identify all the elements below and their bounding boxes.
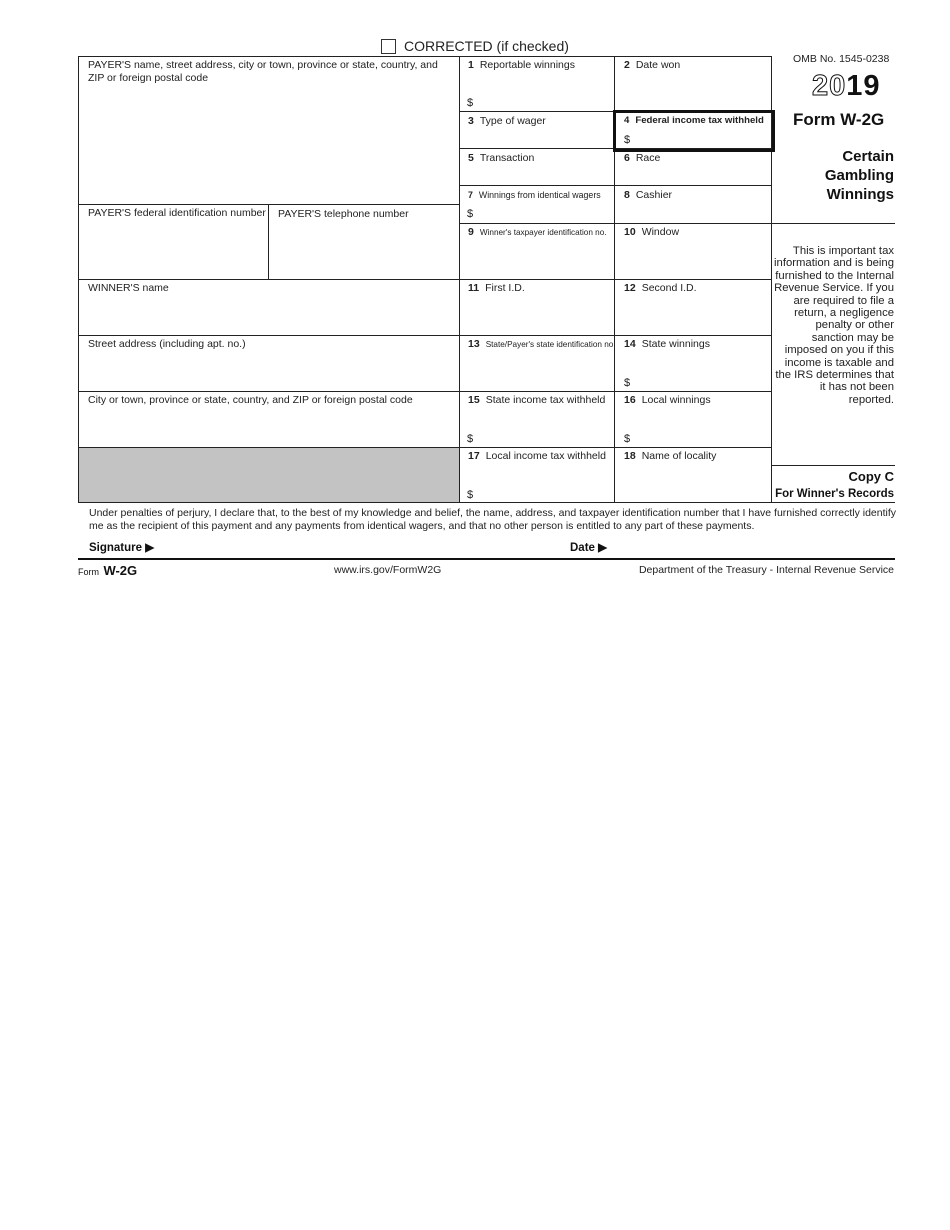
- footer-form-prefix: Form: [78, 567, 99, 577]
- box-9-label: [468, 226, 607, 240]
- tax-year-outline: 20: [812, 70, 847, 102]
- footer-form-name: [78, 562, 137, 580]
- box-13-label: [468, 338, 616, 352]
- box-11-label: [468, 282, 525, 295]
- tax-year: [812, 70, 881, 103]
- box-18-label: [624, 450, 716, 463]
- copy-title: Copy C: [848, 469, 894, 484]
- box-8-field[interactable]: [616, 203, 769, 221]
- box-5-label: [468, 152, 534, 165]
- box-10-label: [624, 226, 679, 239]
- date-label: Date ▶: [570, 542, 607, 554]
- winner-name-label: WINNER'S name: [88, 282, 169, 294]
- corrected-label: CORRECTED (if checked): [404, 38, 569, 54]
- winner-street-field[interactable]: [80, 352, 457, 389]
- date-field[interactable]: [615, 538, 893, 556]
- box-4-label: [624, 115, 764, 128]
- footer-department: Department of the Treasury - Internal Revenue Service: [638, 564, 894, 576]
- right-col-line-1: [771, 223, 895, 224]
- payer-name-label: PAYER'S name, street address, city or town, province or state, country, and ZIP or foreign postal code: [88, 59, 438, 84]
- signature-field[interactable]: [165, 538, 560, 556]
- box-9-text: Winner's taxpayer identification no.: [479, 228, 607, 237]
- frame-bottom: [78, 502, 895, 503]
- box-17-text: Local income tax withheld: [485, 450, 606, 462]
- payer-phone-label: PAYER'S telephone number: [278, 208, 409, 220]
- signature-label: Signature ▶: [89, 542, 155, 554]
- box-16-number: 16: [624, 394, 636, 406]
- row-line-mid-8: [459, 447, 771, 448]
- winner-city-field[interactable]: [80, 408, 457, 445]
- payer-name-field[interactable]: [80, 86, 457, 202]
- box-12-field[interactable]: [616, 296, 769, 333]
- box-14-number: 14: [624, 338, 636, 350]
- box-17-dollar: $: [467, 489, 474, 501]
- box-7-number: 7: [468, 190, 473, 200]
- box-4-field[interactable]: [633, 130, 766, 144]
- box-18-number: 18: [624, 450, 636, 462]
- form-title: Form W-2G: [793, 110, 885, 129]
- box-15-text: State income tax withheld: [485, 394, 606, 406]
- box-1-text: Reportable winnings: [479, 59, 575, 71]
- tax-year-bold: 19: [846, 70, 881, 102]
- box-9-number: 9: [468, 226, 474, 238]
- box-7-label: [468, 189, 601, 202]
- box-1-field[interactable]: [461, 73, 612, 109]
- row-line-left-3: [78, 335, 459, 336]
- box-6-field[interactable]: [616, 166, 769, 183]
- box-18-field[interactable]: [616, 464, 769, 500]
- box-10-text: Window: [641, 226, 680, 238]
- box-15-field[interactable]: [477, 408, 612, 445]
- box-15-number: 15: [468, 394, 480, 406]
- box-13-number: 13: [468, 338, 480, 350]
- footer-url: www.irs.gov/FormW2G: [334, 564, 442, 576]
- box-13-text: State/Payer's state identification no.: [485, 340, 616, 349]
- box-5-field[interactable]: [461, 166, 612, 183]
- box-16-field[interactable]: [633, 408, 769, 445]
- box-6-label: [624, 152, 660, 165]
- box-14-dollar: $: [624, 377, 631, 389]
- col-sep-payer: [268, 204, 269, 279]
- box-2-number: 2: [624, 59, 630, 71]
- box-16-dollar: $: [624, 433, 631, 445]
- subtitle-line-1: Certain: [842, 148, 894, 165]
- row-line-left-1: [78, 204, 459, 205]
- frame-top: [78, 56, 771, 57]
- box-1-dollar: $: [467, 97, 474, 109]
- row-line-mid-3: [459, 185, 771, 186]
- box-15-label: [468, 394, 605, 407]
- box-6-number: 6: [624, 152, 630, 164]
- box-17-field[interactable]: [477, 464, 612, 500]
- box-10-number: 10: [624, 226, 636, 238]
- box-1-label: [468, 59, 575, 72]
- box-5-text: Transaction: [479, 152, 535, 164]
- payer-fed-id-label: PAYER'S federal identification number: [88, 207, 266, 219]
- box-16-label: [624, 394, 711, 407]
- box-8-number: 8: [624, 189, 630, 201]
- box-12-label: [624, 282, 697, 295]
- box-18-text: Name of locality: [641, 450, 717, 462]
- shaded-area: [79, 448, 459, 502]
- row-line-left-2: [78, 279, 459, 280]
- footer-form-code: W-2G: [103, 563, 138, 578]
- winner-name-field[interactable]: [80, 296, 457, 333]
- box-7-field[interactable]: [477, 203, 612, 221]
- box-7-text: Winnings from identical wagers: [478, 190, 601, 200]
- box-12-text: Second I.D.: [641, 282, 697, 294]
- form-subtitle: [780, 147, 894, 204]
- box-16-text: Local winnings: [641, 394, 711, 406]
- perjury-statement: Under penalties of perjury, I declare that, to the best of my knowledge and belief, the name, address, and taxpayer identification number that I have furnished correctly identify me as the recipient of this payment and any payments from identical wagers, and that no other person is entitled to any part of these payments.: [89, 507, 897, 532]
- winner-city-label: City or town, province or state, country, and ZIP or foreign postal code: [88, 394, 413, 406]
- box-9-field[interactable]: [461, 241, 612, 277]
- box-14-field[interactable]: [633, 352, 769, 389]
- row-line-mid-5: [459, 279, 771, 280]
- box-13-field[interactable]: [461, 352, 612, 389]
- right-col-line-2: [771, 465, 895, 466]
- payer-phone-field[interactable]: [270, 222, 457, 277]
- box-7-dollar: $: [467, 208, 474, 220]
- form-bottom-rule: [78, 558, 895, 560]
- box-2-field[interactable]: [616, 73, 769, 109]
- important-notice: This is important tax information and is being furnished to the Internal Revenue Service. If you are required to file a return, a negligence penalty or other sanction may be imposed on you if this income is taxable and the IRS determines that it has not been reported.: [774, 245, 894, 406]
- box-12-number: 12: [624, 282, 636, 294]
- box-4-dollar: $: [624, 134, 631, 146]
- box-10-field[interactable]: [616, 241, 769, 277]
- box-8-text: Cashier: [635, 189, 673, 201]
- omb-number: OMB No. 1545-0238: [793, 53, 890, 65]
- row-line-mid-6: [459, 335, 771, 336]
- copy-subtitle: For Winner's Records: [775, 488, 894, 500]
- row-line-mid-4: [459, 223, 771, 224]
- box-14-text: State winnings: [641, 338, 710, 350]
- box-5-number: 5: [468, 152, 474, 164]
- box-8-label: [624, 189, 672, 202]
- box-3-text: Type of wager: [479, 115, 546, 127]
- box-14-label: [624, 338, 710, 351]
- box-3-number: 3: [468, 115, 474, 127]
- box-11-text: First I.D.: [485, 282, 525, 294]
- row-line-left-4: [78, 391, 459, 392]
- box-15-dollar: $: [467, 433, 474, 445]
- box-4-text: Federal income tax withheld: [635, 115, 764, 126]
- box-2-text: Date won: [635, 59, 681, 71]
- box-2-label: [624, 59, 680, 72]
- box-11-number: 11: [468, 282, 480, 294]
- box-1-number: 1: [468, 59, 474, 71]
- row-line-mid-7: [459, 391, 771, 392]
- winner-street-label: Street address (including apt. no.): [88, 338, 246, 350]
- box-3-field[interactable]: [461, 128, 612, 146]
- payer-fed-id-field[interactable]: [80, 222, 266, 277]
- box-17-label: [468, 450, 606, 463]
- subtitle-line-2: Gambling: [824, 167, 894, 184]
- subtitle-line-3: Winnings: [826, 186, 894, 203]
- box-6-text: Race: [635, 152, 661, 164]
- box-3-label: [468, 115, 546, 128]
- corrected-checkbox[interactable]: [381, 39, 396, 54]
- box-11-field[interactable]: [461, 296, 612, 333]
- box-17-number: 17: [468, 450, 480, 462]
- box-4-number: 4: [624, 115, 630, 126]
